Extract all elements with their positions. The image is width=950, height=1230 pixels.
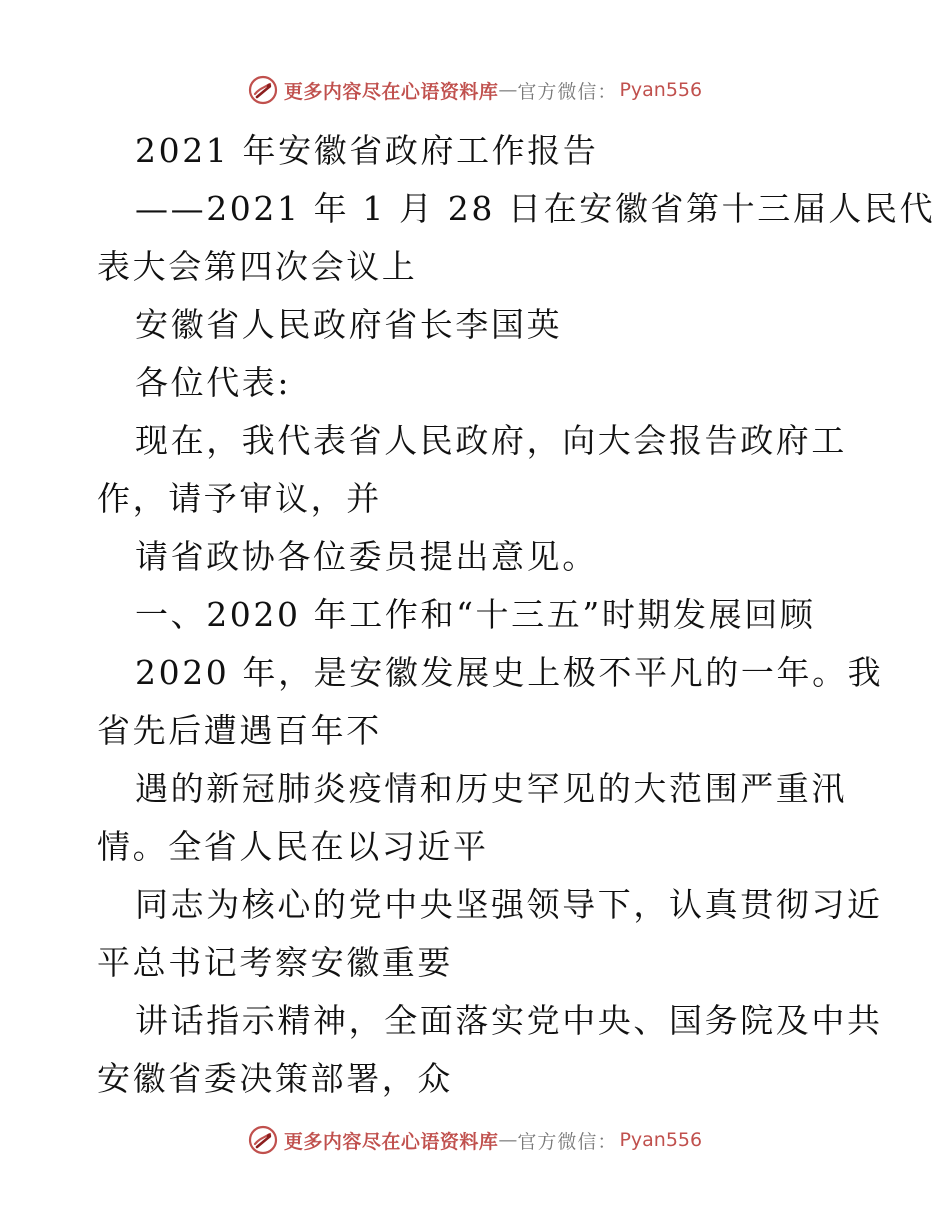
- banner-wechat-id: Pyan556: [619, 79, 703, 101]
- salutation: 各位代表:: [135, 363, 292, 402]
- paragraph-line: 2020 年，是安徽发展史上极不平凡的一年。我: [135, 653, 884, 692]
- paragraph-line: 遇的新冠肺炎疫情和历史罕见的大范围严重汛: [135, 769, 847, 808]
- banner-brand-text: 更多内容尽在心语资料库: [283, 80, 499, 103]
- document-author: 安徽省人民政府省长李国英: [135, 305, 563, 344]
- document-title: 2021 年安徽省政府工作报告: [135, 131, 599, 170]
- banner-official-label: 官方微信：: [517, 1130, 618, 1153]
- document-body: [97, 122, 936, 1108]
- paragraph-line: 现在，我代表省人民政府，向大会报告政府工: [135, 421, 847, 460]
- document-subtitle-line-1: ——2021 年 1 月 28 日在安徽省第十三届人民代: [135, 189, 936, 228]
- book-pen-logo-icon: [248, 1125, 278, 1155]
- paragraph-line: 安徽省委决策部署，众: [97, 1059, 453, 1098]
- footer-watermark-banner: [0, 1120, 950, 1160]
- paragraph-line: 讲话指示精神，全面落实党中央、国务院及中共: [135, 1001, 883, 1040]
- banner-official-label: 官方微信：: [517, 80, 618, 103]
- paragraph-line: 平总书记考察安徽重要: [97, 943, 453, 982]
- section-heading: 一、2020 年工作和“十三五”时期发展回顾: [135, 595, 816, 634]
- paragraph-line: 请省政协各位委员提出意见。: [135, 537, 598, 576]
- paragraph-line: 情。全省人民在以习近平: [97, 827, 489, 866]
- paragraph-line: 同志为核心的党中央坚强领导下，认真贯彻习近: [135, 885, 883, 924]
- paragraph-line: 省先后遭遇百年不: [97, 711, 382, 750]
- banner-separator: —: [498, 1129, 518, 1151]
- banner-brand-text: 更多内容尽在心语资料库: [283, 1130, 499, 1153]
- banner-wechat-id: Pyan556: [619, 1129, 703, 1151]
- header-watermark-banner: [0, 70, 950, 110]
- paragraph-line: 作，请予审议，并: [97, 479, 382, 518]
- banner-separator: —: [498, 79, 518, 101]
- book-pen-logo-icon: [248, 75, 278, 105]
- document-subtitle-line-2: 表大会第四次会议上: [97, 247, 418, 286]
